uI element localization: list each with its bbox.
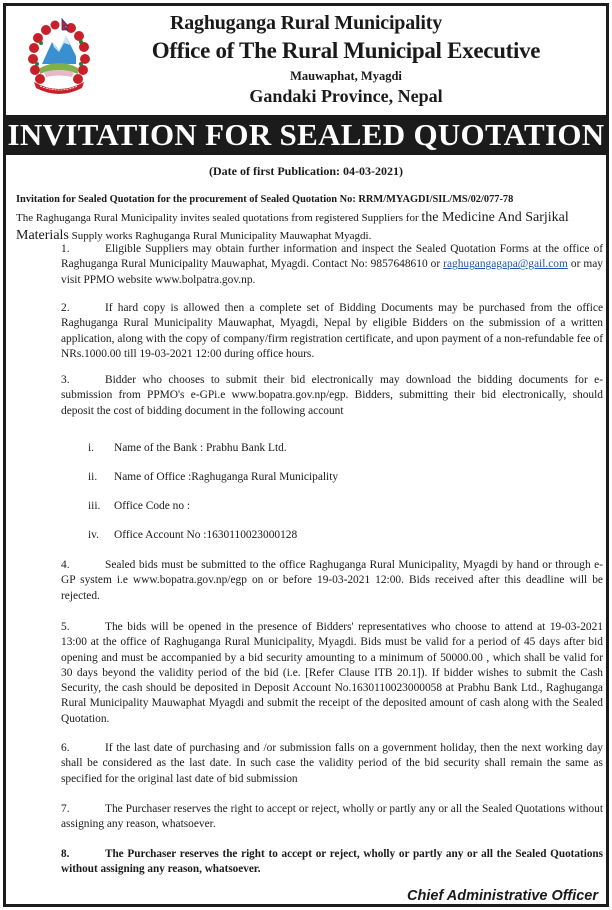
contact-email-link[interactable]: raghugangagapa@gail.com xyxy=(443,258,568,271)
clause-number: 3. xyxy=(61,374,70,386)
clause-text: The Purchaser reserves the right to accept or reject, wholly or partly any or all the Sealed Quotations without assigning any reason, whatsoever. xyxy=(61,803,603,831)
office-location: Mauwaphat, Myagdi xyxy=(290,69,402,83)
clause-6 xyxy=(61,741,603,787)
clause-text: Bidder who chooses to submit their bid electronically may download the bidding documents for e-submission from PPMO's e-GPi.e www.bopatra.gov.np/egp. Bidders, submitting their bid electronically, should deposit the cost of bidding document in the following account xyxy=(61,374,603,417)
intro-text-highlight: the Medicine And Sarjikal Materials xyxy=(16,210,569,243)
clause-text: If hard copy is allowed then a complete set of Bidding Documents may be purchased from the office Raghuganga Rural Municipality Mauwaphat, Myagdi, Nepal by eligible Bidders on the submission of a written application, along with the copy of company/firm registration certificate, and upon payment of a non-refundable fee of NRs.1000.00 till 19-03-2021 12:00 during office hours. xyxy=(61,302,603,360)
clause-text: The Purchaser reserves the right to accept or reject, wholly or partly any or all the Sealed Quotations without assigning any reason, whatsoever. xyxy=(61,848,603,876)
account-detail-item xyxy=(88,529,297,541)
clause-number: 8. xyxy=(61,848,70,860)
clause-2 xyxy=(61,301,603,362)
notice-header xyxy=(6,6,606,114)
clause-1 xyxy=(61,242,603,288)
list-numeral: iii. xyxy=(88,500,101,512)
clause-number: 4. xyxy=(61,559,70,571)
list-numeral: i. xyxy=(88,442,95,454)
clause-text-after-link: or may visit PPMO website www.bolpatra.gov.np. xyxy=(61,258,603,286)
account-detail-text: Office Account No :1630110023000128 xyxy=(114,529,298,541)
clause-text: Sealed bids must be submitted to the office Raghuganga Rural Municipality, Myagdi by hand or through e-GP system i.e www.bopatra.gov.np/egp on or before 19-03-2021 12:00. Bids received after this deadline will be rejected. xyxy=(61,559,603,602)
clause-number: 5. xyxy=(61,621,70,633)
notice-frame xyxy=(3,3,609,907)
account-detail-text: Name of Office :Raghuganga Rural Municipality xyxy=(114,471,339,483)
account-detail-item xyxy=(88,471,338,483)
account-detail-item xyxy=(88,500,190,512)
signatory-title: Chief Administrative Officer xyxy=(407,888,598,904)
account-detail-item xyxy=(88,442,287,454)
clause-3 xyxy=(61,373,603,419)
list-numeral: ii. xyxy=(88,471,98,483)
office-name: Office of The Rural Municipal Executive xyxy=(151,38,541,63)
quotation-reference: Invitation for Sealed Quotation for the procurement of Sealed Quotation No: RRM/MYAGDI/SIL/MS/02/077-78 xyxy=(16,194,514,205)
municipality-name: Raghuganga Rural Municipality xyxy=(169,12,443,34)
intro-text-1: The Raghuganga Rural Municipality invites sealed quotations from registered Suppliers for xyxy=(16,212,422,224)
intro-paragraph xyxy=(16,209,601,245)
publication-date: (Date of first Publication: 04-03-2021) xyxy=(209,164,403,178)
intro-text-3: Supply works Raghuganga Rural Municipality Mauwaphat Myagdi. xyxy=(68,230,372,242)
clause-7 xyxy=(61,802,603,833)
clause-text: If the last date of purchasing and /or submission falls on a government holiday, then the next working day shall be considered as the last date. In such case the validity period of the bid security shall remain the same as specified for the original last date of bid submission xyxy=(61,742,603,785)
account-detail-text: Name of the Bank : Prabhu Bank Ltd. xyxy=(114,442,287,454)
clause-number: 1. xyxy=(61,243,70,255)
clause-text: Eligible Suppliers may obtain further information and inspect the Sealed Quotation Forms at the office of Raghuganga Rural Municipality Mauwaphat, Myagdi. Contact No: 9857648610 or xyxy=(61,243,603,271)
clause-number: 6. xyxy=(61,742,70,754)
clause-5 xyxy=(61,620,603,727)
list-numeral: iv. xyxy=(88,529,99,541)
clause-number: 2. xyxy=(61,302,70,314)
clause-text: The bids will be opened in the presence of Bidders' representatives who choose to attend at 19-03-2021 13:00 at the office of Raghuganga Rural Municipality, Myagdi. Bids must be valid for a period of 45 days after bid opening and must be accompanied by a bid security amounting to a minimum of 50000.00 , which shall be valid for 30 days beyond the validity period of the bid (i.e. [Refer Clause ITB 20.1]). If bidder wishes to submit the Cash Security, the cash should be deposited in Deposit Account No.1630110023000058 at Prabhu Bank Ltd., Raghuganga Rural Municipality Mauwaphat Myagdi and submit the receipt of the deposited amount of cash along with the Sealed Quotation. xyxy=(61,621,603,725)
clause-8 xyxy=(61,847,603,878)
account-detail-text: Office Code no : xyxy=(114,500,191,512)
province-name: Gandaki Province, Nepal xyxy=(249,86,443,106)
clause-4 xyxy=(61,558,603,604)
notice-title-banner: INVITATION FOR SEALED QUOTATION xyxy=(3,115,609,155)
clause-number: 7. xyxy=(61,803,70,815)
